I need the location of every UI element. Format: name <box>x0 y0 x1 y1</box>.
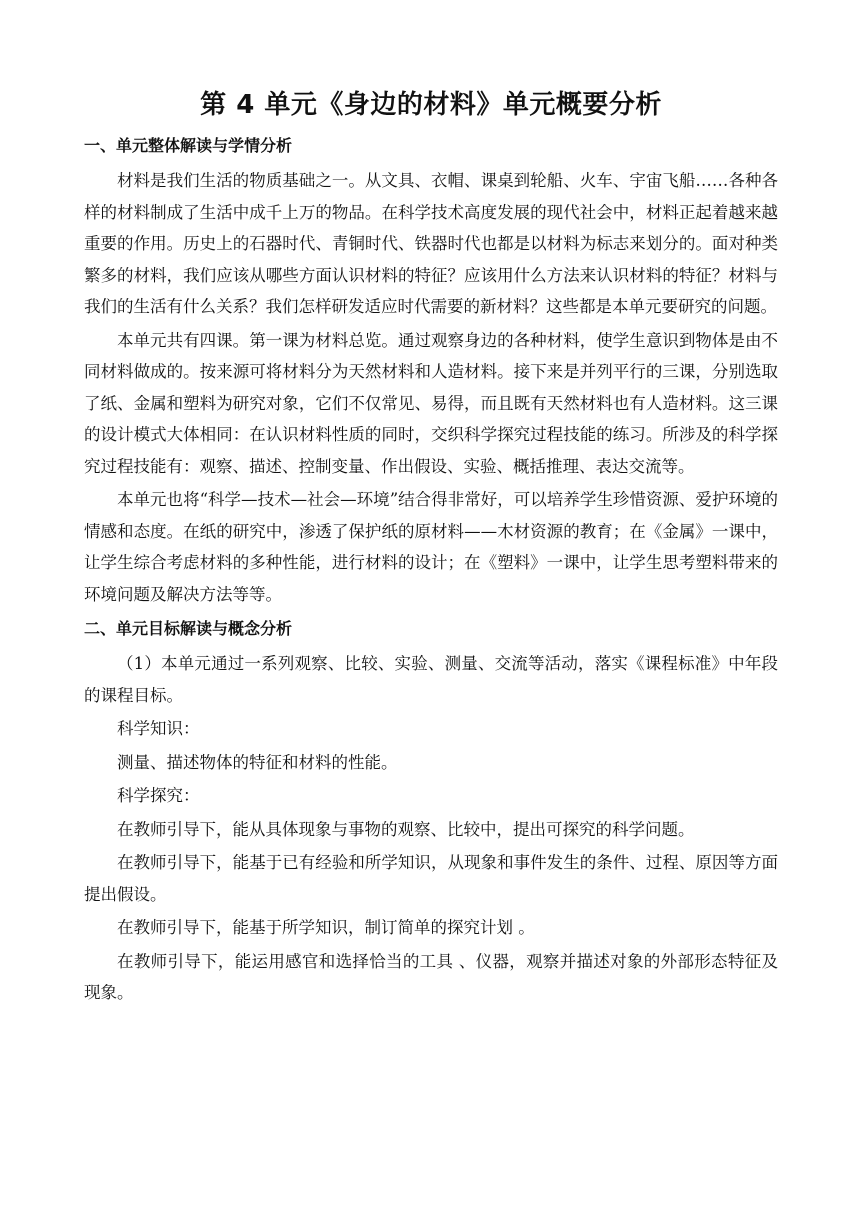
paragraph-materials-intro: 材料是我们生活的物质基础之一。从文具、衣帽、课桌到轮船、火车、宇宙飞船……各种各样的材料制成了生活中成千上万的物品。在科学技术高度发展的现代社会中，材料正起着越来越重要的作用。历史上的石器时代、青铜时代、铁器时代也都是以材料为标志来划分的。面对种类繁多的材料，我们应该从哪些方面认识材料的特征？应该用什么方法来认识材料的特征？材料与我们的生活有什么关系？我们怎样研发适应时代需要的新材料？这些都是本单元要研究的问题。 <box>84 171 778 316</box>
paragraph-science-knowledge-label: 科学知识： <box>117 719 200 738</box>
paragraph-goals-intro: （1）本单元通过一系列观察、比较、实验、测量、交流等活动，落实《课程标准》中年段的课程目标。 <box>84 654 778 705</box>
section-heading-1: 一、单元整体解读与学情分析 <box>84 136 293 155</box>
section-unit-goals <box>84 616 778 1009</box>
paragraph-inquiry-hypothesis: 在教师引导下，能基于已有经验和所学知识，从现象和事件发生的条件、过程、原因等方面提出假设。 <box>84 853 778 904</box>
paragraph-lessons-overview: 本单元共有四课。第一课为材料总览。通过观察身边的各种材料，使学生意识到物体是由不同材料做成的。按来源可将材料分为天然材料和人造材料。接下来是并列平行的三课，分别选取了纸、金属和塑料为研究对象，它们不仅常见、易得，而且既有天然材料也有人造材料。这三课的设计模式大体相同：在认识材料性质的同时，交织科学探究过程技能的练习。所涉及的科学探究过程技能有：观察、描述、控制变量、作出假设、实验、概括推理、表达交流等。 <box>84 330 778 476</box>
document-page <box>84 86 778 1009</box>
document-title: 第 4 单元《身边的材料》单元概要分析 <box>200 90 662 120</box>
paragraph-inquiry-plan: 在教师引导下，能基于所学知识，制订简单的探究计划 。 <box>117 918 535 937</box>
section-unit-analysis <box>84 133 778 610</box>
paragraph-science-knowledge: 测量、描述物体的特征和材料的性能。 <box>117 752 398 772</box>
paragraph-inquiry-observe: 在教师引导下，能运用感官和选择恰当的工具 、仪器，观察并描述对象的外部形态特征及现象。 <box>84 951 778 1002</box>
section-heading-2: 二、单元目标解读与概念分析 <box>84 619 293 638</box>
paragraph-stse: 本单元也将“科学—技术—社会—环境”结合得非常好，可以培养学生珍惜资源、爱护环境的情感和态度。在纸的研究中，渗透了保护纸的原材料——木材资源的教育；在《金属》一课中，让学生综合考虑材料的多种性能，进行材料的设计；在《塑料》一课中，让学生思考塑料带来的环境问题及解决方法等等。 <box>84 490 778 604</box>
paragraph-inquiry-question: 在教师引导下，能从具体现象与事物的观察、比较中，提出可探究的科学问题。 <box>117 819 695 839</box>
paragraph-science-inquiry-label: 科学探究： <box>117 786 200 805</box>
